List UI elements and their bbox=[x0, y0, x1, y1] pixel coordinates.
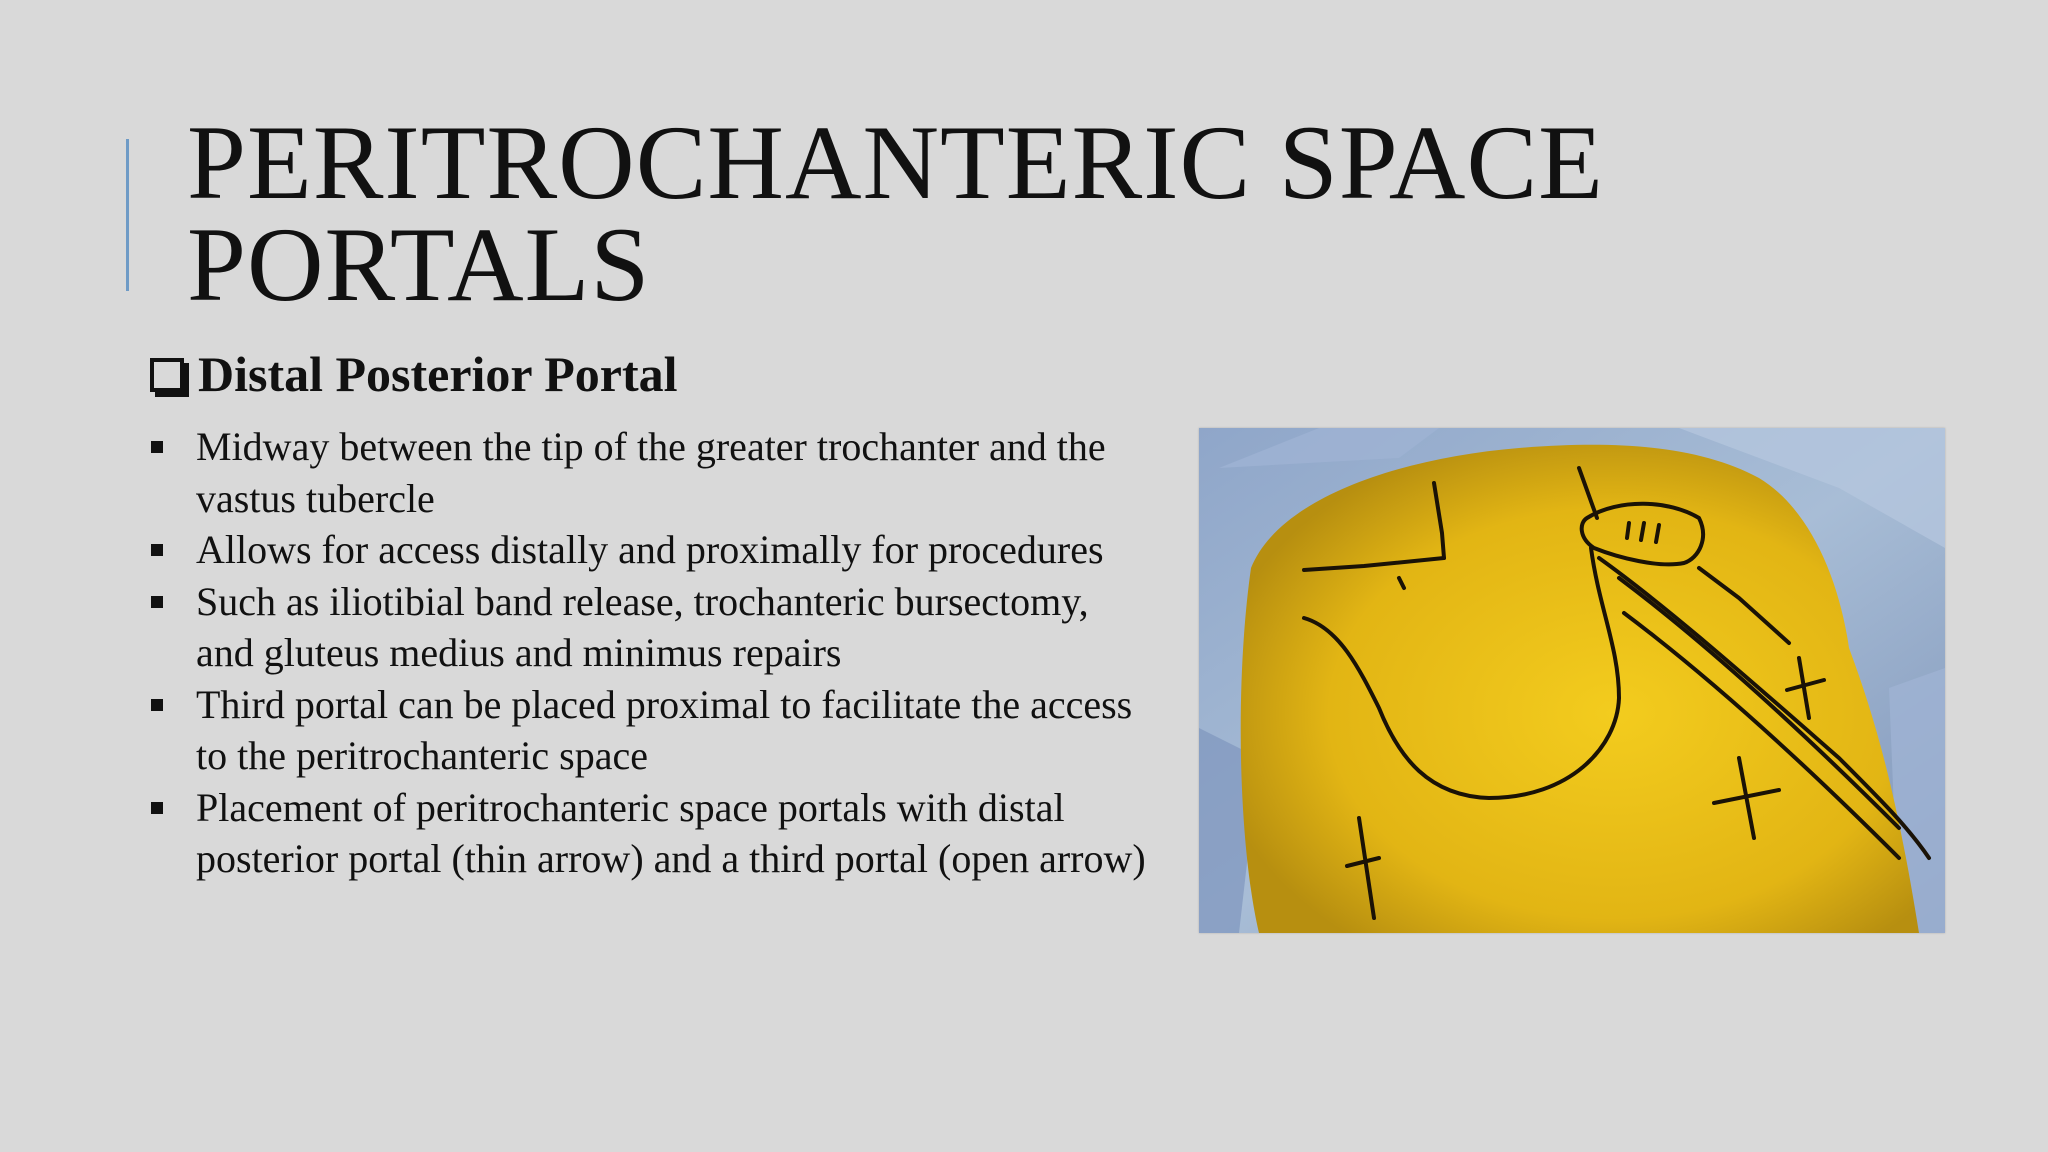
bullet-item: Placement of peritrochanteric space portals with distal posterior portal (thin arrow) and a third portal (open arrow) bbox=[150, 782, 1150, 885]
title-accent-line bbox=[126, 139, 129, 291]
surgical-photo bbox=[1199, 428, 1945, 933]
bullet-item: Such as iliotibial band release, trochanteric bursectomy, and gluteus medius and minimus repairs bbox=[150, 576, 1150, 679]
slide-title: PERITROCHANTERIC SPACE PORTALS bbox=[187, 104, 1604, 323]
square-bullet-icon bbox=[151, 544, 163, 556]
subheading-text: Distal Posterior Portal bbox=[198, 346, 678, 402]
bullet-list bbox=[150, 421, 1150, 885]
square-bullet-icon bbox=[151, 699, 163, 711]
bullet-item: Midway between the tip of the greater trochanter and the vastus tubercle bbox=[150, 421, 1150, 524]
bullet-item: Allows for access distally and proximally for procedures bbox=[150, 524, 1150, 576]
hip-marking-illustration bbox=[1199, 428, 1945, 933]
checkbox-bullet-icon bbox=[150, 358, 184, 392]
square-bullet-icon bbox=[151, 441, 163, 453]
square-bullet-icon bbox=[151, 596, 163, 608]
bullet-item: Third portal can be placed proximal to facilitate the access to the peritrochanteric space bbox=[150, 679, 1150, 782]
square-bullet-icon bbox=[151, 802, 163, 814]
subheading bbox=[150, 344, 678, 404]
